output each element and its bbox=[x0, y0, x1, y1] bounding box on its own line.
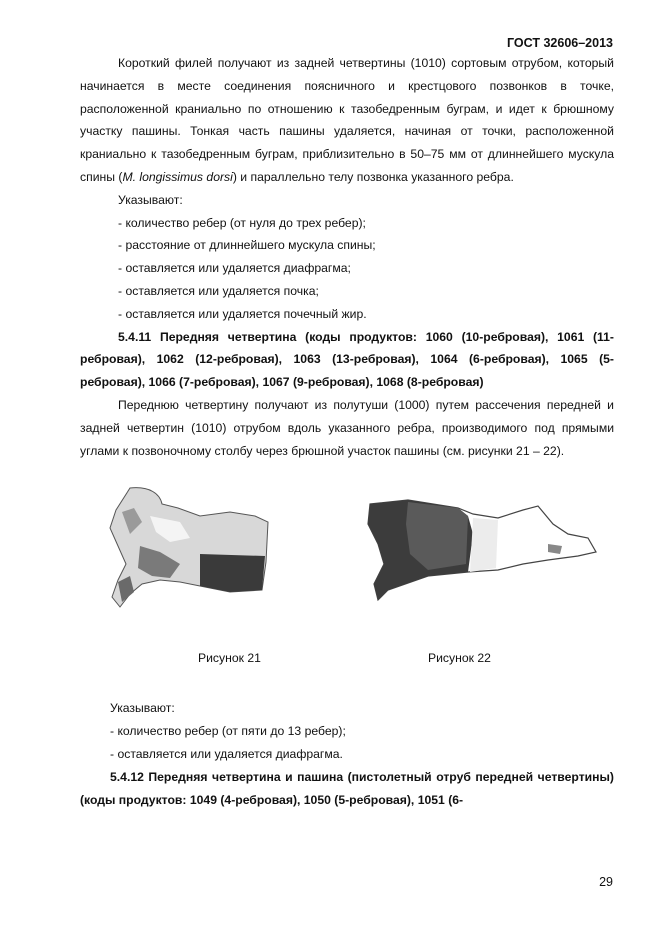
indicate-label: Указывают: bbox=[110, 701, 175, 716]
indicate-label: Указывают: bbox=[118, 192, 183, 207]
list-item: - оставляется или удаляется почечный жир. bbox=[118, 306, 367, 321]
list-item: - расстояние от длиннейшего мускула спины; bbox=[118, 238, 376, 253]
figure-22-image bbox=[348, 494, 603, 609]
section-heading-5-4-11: 5.4.11 Передняя четвертина (коды продуктов: 1060 (10-ребровая), 1061 (11-ребровая), 1062 (12-ребровая), 1063 (13-ребровая), 1064 (6-ребровая), 1065 (5-ребровая), 1066 (7-ребровая), 1067 (9-ребровая), 1068 (8-ребровая) bbox=[80, 329, 614, 390]
figure-22-caption: Рисунок 22 bbox=[428, 651, 491, 666]
list-item: - оставляется или удаляется диафрагма. bbox=[110, 746, 343, 761]
latin-term: M. longissimus dorsi bbox=[122, 169, 233, 184]
list-item: - количество ребер (от пяти до 13 ребер); bbox=[110, 724, 346, 739]
figures-row bbox=[80, 472, 614, 697]
page-number: 29 bbox=[599, 875, 613, 889]
list-item: - оставляется или удаляется почка; bbox=[118, 283, 319, 298]
indicate-list bbox=[80, 720, 614, 766]
paragraph-text: ) и параллельно телу позвонка указанного ребра. bbox=[232, 169, 514, 184]
figure-21-caption: Рисунок 21 bbox=[198, 651, 261, 666]
figure-21-image bbox=[90, 482, 275, 617]
paragraph-short-loin bbox=[80, 52, 614, 189]
indicate-list bbox=[80, 212, 614, 326]
list-item: - количество ребер (от нуля до трех ребер); bbox=[118, 215, 366, 230]
list-item: - оставляется или удаляется диафрагма; bbox=[118, 261, 351, 276]
document-header: ГОСТ 32606–2013 bbox=[507, 36, 613, 50]
paragraph-forequarter: Переднюю четвертину получают из полутуши (1000) путем рассечения передней и задней четвертин (1010) отрубом вдоль указанного ребра, производимого под прямыми углами к позвоночному столбу через брюшной участок пашины (см. рисунки 21 – 22). bbox=[80, 397, 614, 458]
paragraph-text: Короткий филей получают из задней четвертины (1010) сортовым отрубом, который начинается в месте соединения поясничного и крестцового позвонков в точке, расположенной краниально по отношению к тазобедренным буграм, и идет к брюшному участку пашины. Тонкая часть пашины удаляется, начиная от точки, расположенной краниально к тазобедренным буграм, приблизительно в 50–75 мм от длиннейшего мускула спины ( bbox=[80, 56, 614, 184]
section-heading-5-4-12: 5.4.12 Передняя четвертина и пашина (пистолетный отруб передней четвертины) (коды продуктов: 1049 (4-ребровая), 1050 (5-ребровая), 1051 (6- bbox=[80, 769, 614, 807]
page-content bbox=[80, 52, 614, 811]
